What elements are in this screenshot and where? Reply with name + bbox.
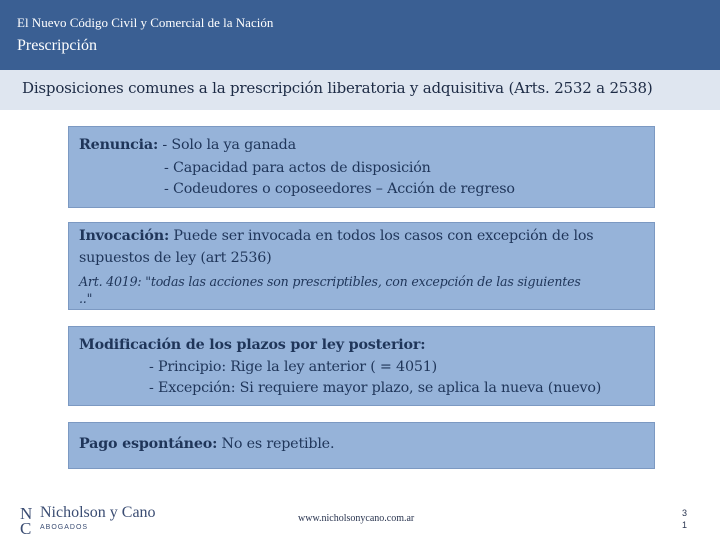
- invocacion-label: Invocación:: [79, 228, 170, 244]
- modificacion-label: Modificación de los plazos por ley posterior:: [79, 337, 426, 353]
- invocacion-box: [68, 222, 655, 310]
- invocacion-line-1: [79, 228, 593, 244]
- renuncia-item-3: - Codeudores o coposeedores – Acción de regreso: [164, 181, 515, 197]
- page-number: [682, 507, 687, 531]
- modificacion-principio: - Principio: Rige la ley anterior ( = 4051): [149, 359, 438, 375]
- renuncia-item-2: - Capacidad para actos de disposición: [164, 160, 431, 176]
- slide-header: [0, 0, 720, 70]
- modificacion-excepcion: - Excepción: Si requiere mayor plazo, se aplica la nueva (nuevo): [149, 380, 602, 396]
- invocacion-line-2: supuestos de ley (art 2536): [79, 250, 272, 266]
- article-quote: Art. 4019: "todas las acciones son prescriptibles, con excepción de las siguientes: [79, 274, 581, 289]
- subtitle-bar: [0, 70, 720, 110]
- firm-logo: [14, 500, 164, 536]
- course-title: El Nuevo Código Civil y Comercial de la Nación: [17, 15, 274, 30]
- renuncia-box: [68, 126, 655, 208]
- page-number-line-1: 3: [682, 508, 688, 518]
- page-number-line-2: 1: [682, 520, 688, 530]
- renuncia-line-1: [79, 137, 296, 153]
- pago-label: Pago espontáneo:: [79, 436, 218, 452]
- pago-box: [68, 422, 655, 469]
- invocacion-text: Puede ser invocada en todos los casos con excepción de los: [169, 228, 594, 244]
- article-quote-end: ..": [79, 291, 93, 306]
- logo-firm-name: Nicholson y Cano: [40, 504, 156, 521]
- logo-subtitle: ABOGADOS: [40, 524, 89, 531]
- slide-subtitle: Disposiciones comunes a la prescripción liberatoria y adquisitiva (Arts. 2532 a 2538): [22, 79, 653, 97]
- pago-line: [79, 436, 334, 452]
- slide-topic: Prescripción: [17, 37, 97, 54]
- footer-url[interactable]: www.nicholsonycano.com.ar: [298, 513, 415, 524]
- modificacion-box: [68, 326, 655, 406]
- renuncia-item-1: - Solo la ya ganada: [158, 137, 296, 153]
- pago-text: No es repetible.: [217, 436, 335, 452]
- renuncia-label: Renuncia:: [79, 137, 159, 153]
- logo-letter-c: C: [20, 519, 32, 538]
- logo-letter-n: N: [20, 504, 33, 523]
